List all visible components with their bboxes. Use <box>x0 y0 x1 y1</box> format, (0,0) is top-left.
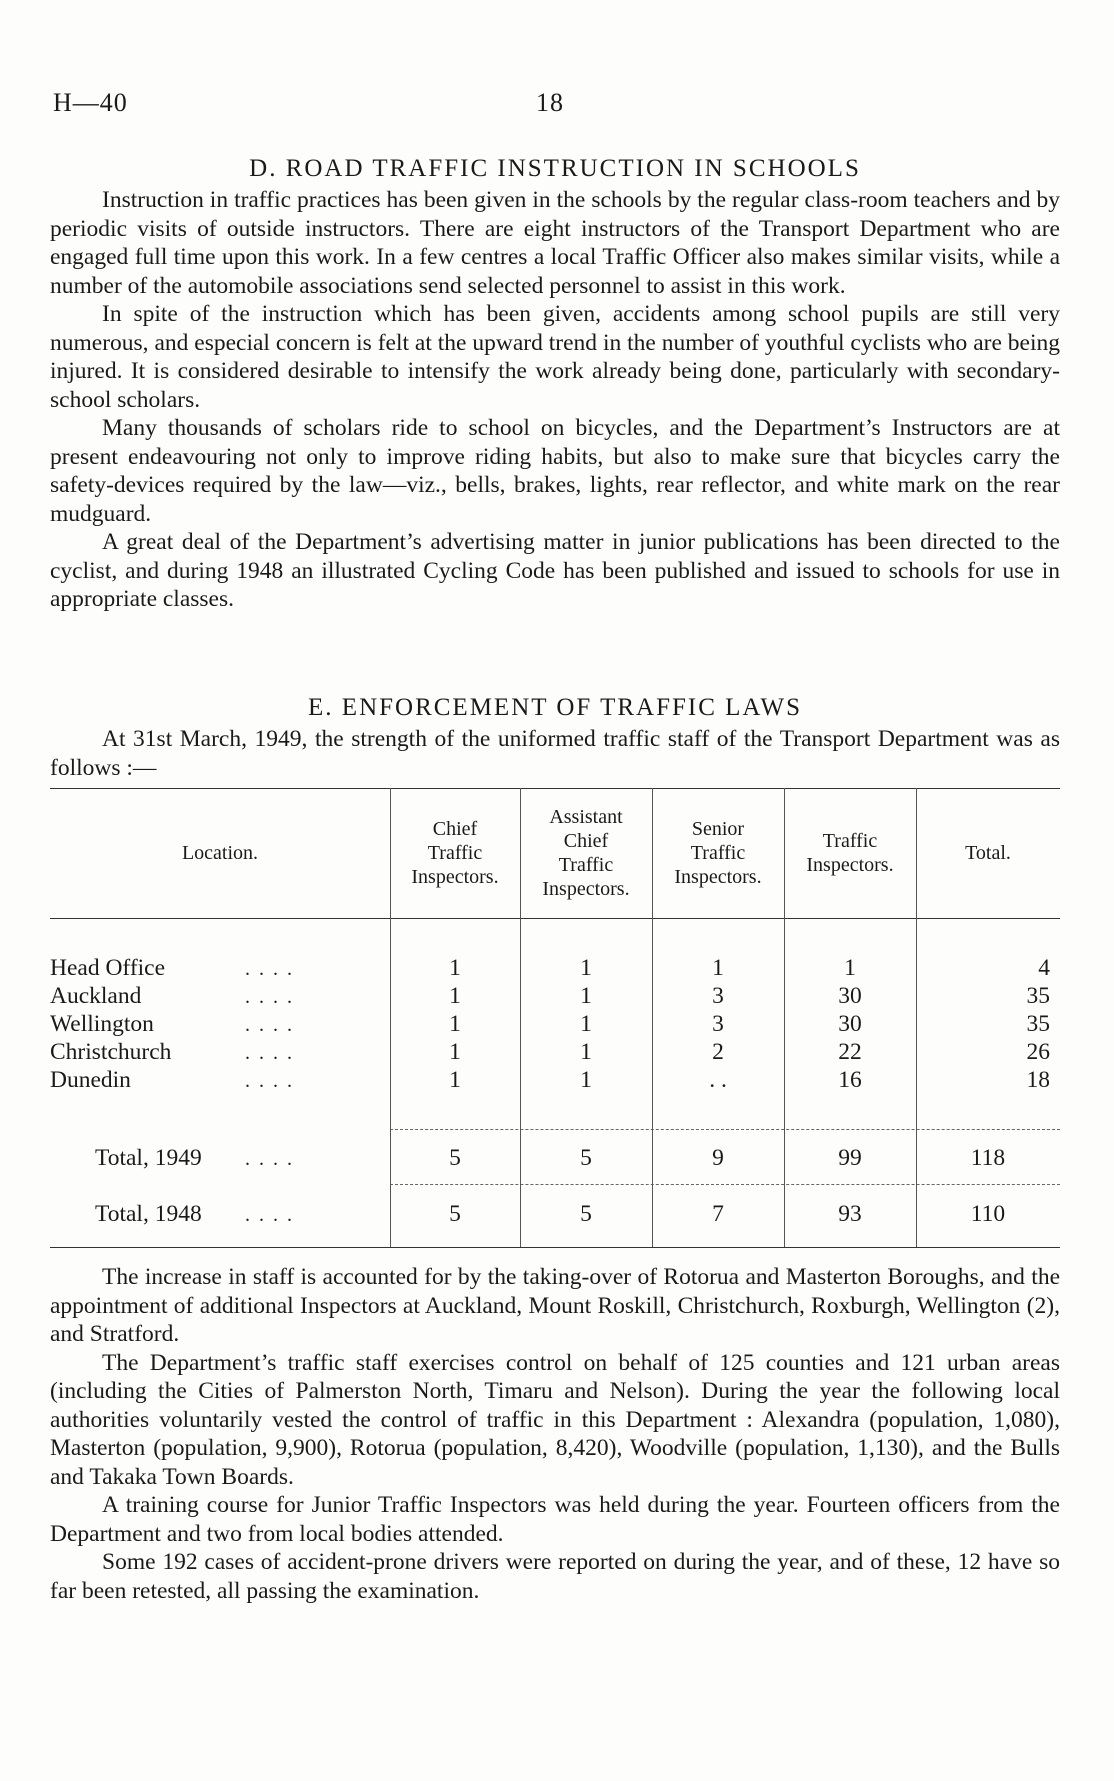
page-number: 18 <box>536 88 564 117</box>
cell-assistant: 1 <box>580 1011 592 1037</box>
closing-section <box>50 1263 1060 1605</box>
cell-senior: 3 <box>712 1011 724 1037</box>
cell-assistant: 1 <box>580 983 592 1009</box>
cell-traffic: 93 <box>838 1201 862 1227</box>
section-e <box>50 691 1060 782</box>
cell-chief: 5 <box>449 1145 461 1171</box>
cell-senior: 3 <box>712 983 724 1009</box>
paragraph: At 31st March, 1949, the strength of the uniformed traffic staff of the Transport Department was as follows :— <box>50 726 1060 781</box>
row-location: Wellington <box>50 1011 154 1037</box>
dot-leader: . . . . <box>245 986 294 1008</box>
cell-senior: . . <box>709 1067 727 1093</box>
dot-leader: . . . . <box>245 1014 294 1036</box>
paragraph: Some 192 cases of accident-prone drivers were reported on during the year, and of these, 12 have so far been retested, all passing the examination. <box>50 1549 1060 1604</box>
cell-traffic: 30 <box>838 983 862 1009</box>
header-assistant-chief-traffic-inspectors: Assistant Chief Traffic Inspectors. <box>542 806 630 900</box>
paragraph: A great deal of the Department’s advertising matter in junior publications has been directed to the cyclist, and during 1948 an illustrated Cycling Code has been published and issued to schools for use in appropriate classes. <box>50 529 1060 612</box>
dot-leader: . . . . <box>245 1204 294 1226</box>
header-total: Total. <box>965 842 1011 864</box>
section-d-title: D. ROAD TRAFFIC INSTRUCTION IN SCHOOLS <box>249 155 861 182</box>
row-location: Auckland <box>50 983 142 1009</box>
cell-chief: 5 <box>449 1201 461 1227</box>
cell-total: 4 <box>1038 955 1050 981</box>
traffic-staff-table <box>50 788 1060 1248</box>
dot-leader: . . . . <box>245 1070 294 1092</box>
document-reference: H—40 <box>53 88 128 117</box>
header-chief-traffic-inspectors: Chief Traffic Inspectors. <box>411 818 499 888</box>
paragraph: The Department’s traffic staff exercises control on behalf of 125 counties and 121 urban areas (including the Cities of Palmerston North, Timaru and Nelson). During the year the following local authorities voluntarily vested the control of traffic in this Department : Alexandra (population, 1,080), Masterton (population, 9,900), Rotorua (population, 8,420), Woodville (population, 1,130), and the Bulls and Takaka Town Boards. <box>50 1349 1060 1490</box>
cell-total: 110 <box>970 1201 1006 1227</box>
cell-traffic: 1 <box>844 955 856 981</box>
paragraph: Many thousands of scholars ride to school on bicycles, and the Department’s Instructors are at present endeavouring not only to improve riding habits, but also to make sure that bicycles carry the safety-devices required by the law—viz., bells, brakes, lights, rear reflector, and white mark on the rear mudguard. <box>50 415 1060 527</box>
cell-senior: 9 <box>712 1145 724 1171</box>
cell-total: 26 <box>1026 1039 1050 1065</box>
cell-chief: 1 <box>449 1011 461 1037</box>
dot-leader: . . . . <box>245 958 294 980</box>
cell-assistant: 5 <box>580 1145 592 1171</box>
cell-assistant: 5 <box>580 1201 592 1227</box>
row-location: Christchurch <box>50 1039 172 1065</box>
cell-assistant: 1 <box>580 955 592 981</box>
total-label: Total, 1949 <box>95 1145 202 1171</box>
cell-chief: 1 <box>449 1039 461 1065</box>
cell-total: 35 <box>1026 1011 1050 1037</box>
cell-senior: 1 <box>712 955 724 981</box>
section-e-title: E. ENFORCEMENT OF TRAFFIC LAWS <box>308 694 802 721</box>
dot-leader: . . . . <box>245 1042 294 1064</box>
cell-chief: 1 <box>449 955 461 981</box>
cell-total: 118 <box>970 1145 1006 1171</box>
cell-senior: 7 <box>712 1201 724 1227</box>
cell-chief: 1 <box>449 1067 461 1093</box>
paragraph: In spite of the instruction which has been given, accidents among school pupils are still very numerous, and especial concern is felt at the upward trend in the number of youthful cyclists who are being injured. It is considered desirable to intensify the work already being done, particularly with secondary-school scholars. <box>50 301 1060 413</box>
row-location: Dunedin <box>50 1067 131 1093</box>
cell-senior: 2 <box>712 1039 724 1065</box>
cell-traffic: 16 <box>838 1067 862 1093</box>
paragraph: A training course for Junior Traffic Inspectors was held during the year. Fourteen officers from the Department and two from local bodies attended. <box>50 1492 1060 1547</box>
total-label: Total, 1948 <box>95 1201 202 1227</box>
section-d <box>50 152 1060 614</box>
cell-chief: 1 <box>449 983 461 1009</box>
cell-total: 18 <box>1026 1067 1050 1093</box>
cell-assistant: 1 <box>580 1067 592 1093</box>
row-location: Head Office <box>50 955 166 981</box>
cell-traffic: 99 <box>838 1145 862 1171</box>
paragraph: The increase in staff is accounted for by the taking-over of Rotorua and Masterton Boroughs, and the appointment of additional Inspectors at Auckland, Mount Roskill, Christchurch, Roxburgh, Wellington (2), and Stratford. <box>50 1264 1060 1347</box>
paragraph: Instruction in traffic practices has been given in the schools by the regular class-room teachers and by periodic visits of outside instructors. There are eight instructors of the Transport Department who are engaged full time upon this work. In a few centres a local Traffic Officer also makes similar visits, while a number of the automobile associations send selected personnel to assist in this work. <box>50 187 1060 299</box>
cell-traffic: 30 <box>838 1011 862 1037</box>
header-senior-traffic-inspectors: Senior Traffic Inspectors. <box>674 818 762 888</box>
dot-leader: . . . . <box>245 1148 294 1170</box>
cell-total: 35 <box>1026 983 1050 1009</box>
cell-assistant: 1 <box>580 1039 592 1065</box>
cell-traffic: 22 <box>838 1039 862 1065</box>
header-location: Location. <box>181 842 259 864</box>
header-traffic-inspectors: Traffic Inspectors. <box>806 830 894 876</box>
